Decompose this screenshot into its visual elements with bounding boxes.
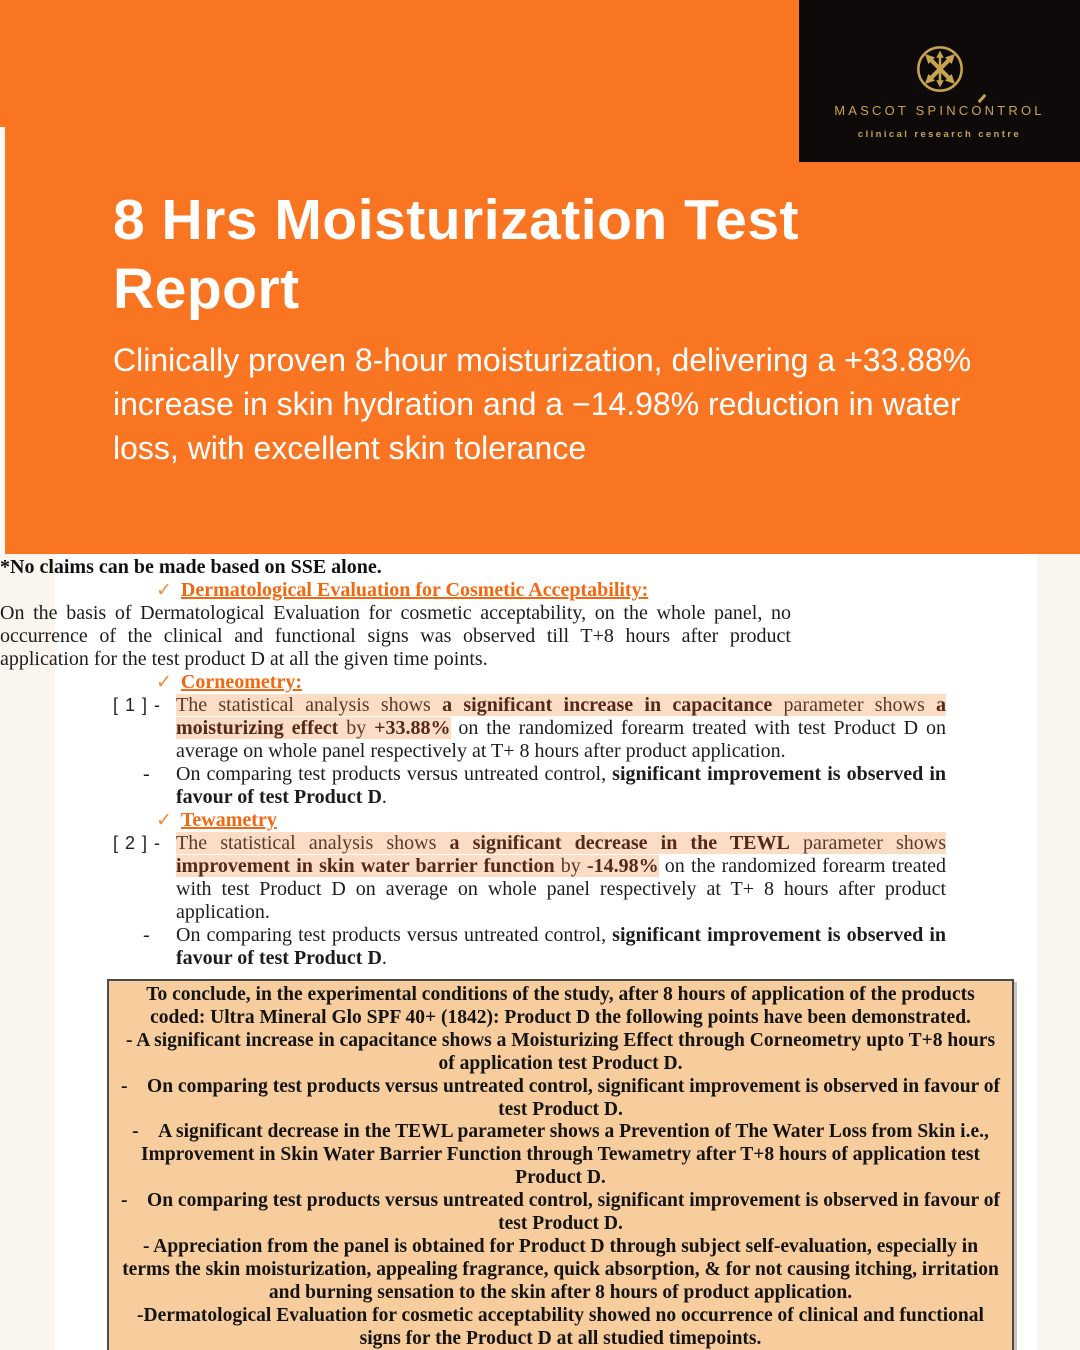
conclusion-line: - On comparing test products versus untreated control, significant improvement is observed in favour of test Product D. <box>121 1075 1000 1120</box>
section-heading-label: Tewametry <box>180 809 277 831</box>
section-heading-dermatological <box>156 579 1080 602</box>
section-heading-tewametry <box>156 809 1080 832</box>
section-heading-corneometry <box>156 671 1080 694</box>
conclusion-line: - A significant increase in capacitance shows a Moisturizing Effect through Corneometry upto T+8 hours of application test Product D. <box>125 1029 996 1074</box>
conclusion-line: - Appreciation from the panel is obtained for Product D through subject self-evaluation, especially in terms the skin moisturization, appealing fragrance, quick absorption, & for not causing itching, irritation and burning sensation to the skin after 8 hours of product application. <box>122 1235 999 1303</box>
compass-arrows-icon <box>915 44 965 94</box>
finding-2-paragraph: The statistical analysis shows a significant decrease in the TEWL parameter shows improvement in skin water barrier function by -14.98% on the randomized forearm treated with test Product D on average on whole panel respectively at T+ 8 hours after product application. <box>176 832 947 923</box>
logo-tagline: clinical research centre <box>857 129 1022 140</box>
page-subtitle: Clinically proven 8-hour moisturization, delivering a +33.88% increase in skin hydration and a −14.98% reduction in water loss, with excellent skin tolerance <box>113 342 972 466</box>
section-heading-label: Corneometry: <box>180 671 302 693</box>
conclusion-line: - On comparing test products versus untreated control, significant improvement is observed in favour of test Product D. <box>121 1190 1000 1235</box>
finding-1-paragraph: The statistical analysis shows a significant increase in capacitance parameter shows a moisturizing effect by +33.88% on the randomized forearm treated with test Product D on average on whole panel respectively at T+ 8 hours after product application. <box>176 694 947 762</box>
logo-brand-text: MASCOT SPINCONTROL <box>834 103 1045 118</box>
finding-2 <box>113 832 947 924</box>
finding-2-bullet-text: On comparing test products versus untreated control, significant improvement is observed in favour of test Product D. <box>176 924 946 969</box>
finding-2-bullet <box>143 924 946 970</box>
section-heading-label: Dermatological Evaluation for Cosmetic Acceptability: <box>180 579 649 601</box>
dermatological-paragraph: On the basis of Dermatological Evaluation for cosmetic acceptability, on the whole panel, no occurrence of the clinical and functional signs was observed till T+8 hours after product application for the test product D at all the given time points. <box>0 602 791 670</box>
conclusion-line: -Dermatological Evaluation for cosmetic acceptability showed no occurrence of clinical and functional signs for the Product D at all studied timepoints. <box>137 1304 984 1349</box>
page-title: 8 Hrs Moisturization Test Report <box>113 188 800 321</box>
finding-1-bullet <box>143 763 946 809</box>
report-body <box>0 556 1080 1350</box>
bullet-dash: - <box>143 763 150 785</box>
finding-1-bullet-text: On comparing test products versus untreated control, significant improvement is observed in favour of test Product D. <box>176 763 946 808</box>
logo-accent-mark <box>978 94 987 103</box>
conclusion-line: - A significant decrease in the TEWL parameter shows a Prevention of The Water Loss from Skin i.e., Improvement in Skin Water Barrier Function through Tewametry after T+8 hours of application test Product D. <box>132 1121 989 1189</box>
conclusion-line: To conclude, in the experimental conditions of the study, after 8 hours of application of the products coded: Ultra Mineral Glo SPF 40+ (1842): Product D the following points have been demonstrated. <box>146 984 975 1028</box>
header-banner <box>0 0 1080 554</box>
finding-1 <box>113 694 947 763</box>
bullet-dash: - <box>143 924 150 946</box>
check-icon: ✓ <box>156 580 172 601</box>
page-edge-sliver <box>0 127 5 554</box>
finding-1-label: [ 1 ] - <box>113 695 162 715</box>
logo <box>799 0 1080 162</box>
finding-2-label: [ 2 ] - <box>113 833 162 853</box>
check-icon: ✓ <box>156 810 172 831</box>
sse-note: *No claims can be made based on SSE alone. <box>0 556 382 578</box>
check-icon: ✓ <box>156 672 172 693</box>
conclusion-box <box>107 979 1014 1350</box>
